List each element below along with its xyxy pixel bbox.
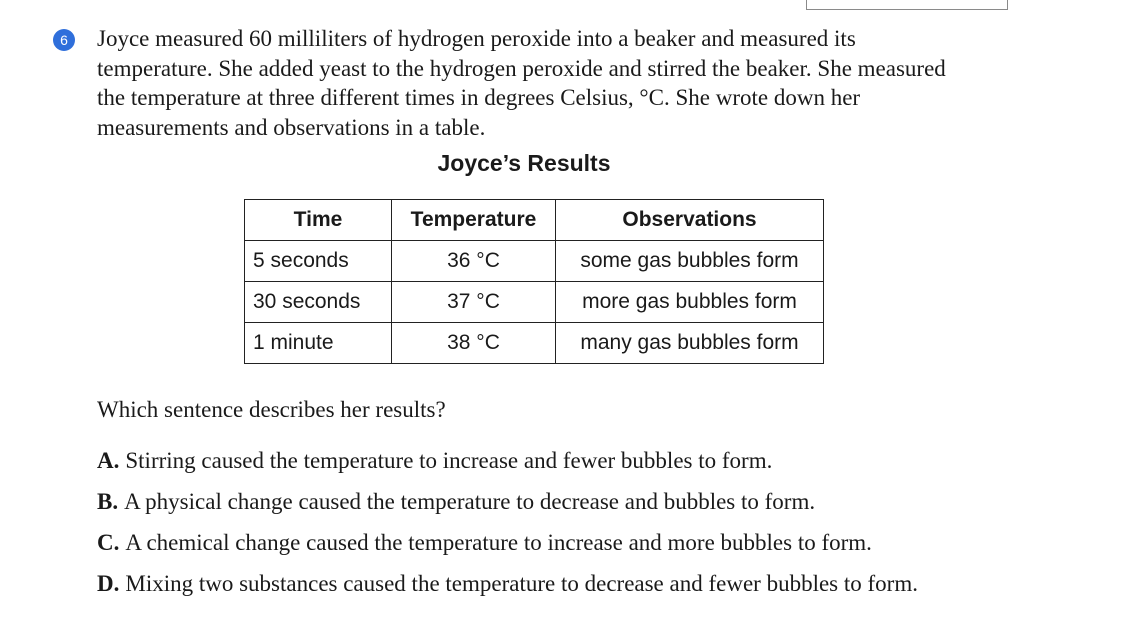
table-row — [245, 323, 824, 364]
question-number-badge: 6 — [53, 29, 75, 51]
top-tab-button[interactable] — [806, 0, 1008, 10]
header-temperature: Temperature — [392, 200, 556, 241]
header-observations: Observations — [556, 200, 824, 241]
table-title: Joyce’s Results — [437, 150, 611, 176]
cell-time: 5 seconds — [245, 241, 392, 282]
cell-observation: more gas bubbles form — [556, 282, 824, 323]
question-stem: Joyce measured 60 milliliters of hydrogen peroxide into a beaker and measured its temperature. She added yeast to the hydrogen peroxide and stirred the beaker. She measured the temperature at three different times in degrees Celsius, °C. She wrote down her measurements and observations in a table. — [97, 26, 946, 140]
cell-temperature: 38 °C — [392, 323, 556, 364]
cell-observation: some gas bubbles form — [556, 241, 824, 282]
table-row — [245, 241, 824, 282]
cell-observation: many gas bubbles form — [556, 323, 824, 364]
results-table — [244, 199, 824, 364]
choice-text: Stirring caused the temperature to increase and fewer bubbles to form. — [125, 448, 773, 473]
cell-temperature: 37 °C — [392, 282, 556, 323]
answer-choices — [97, 446, 918, 610]
table-header-row — [245, 200, 824, 241]
choice-letter: A. — [97, 448, 120, 473]
cell-temperature: 36 °C — [392, 241, 556, 282]
choice-text: A chemical change caused the temperature to increase and more bubbles to form. — [125, 530, 872, 555]
choice-letter: C. — [97, 530, 120, 555]
question-prompt: Which sentence describes her results? — [97, 397, 446, 422]
cell-time: 1 minute — [245, 323, 392, 364]
answer-choice-d[interactable] — [97, 569, 918, 610]
choice-text: Mixing two substances caused the temperature to decrease and fewer bubbles to form. — [125, 571, 918, 596]
header-time: Time — [245, 200, 392, 241]
cell-time: 30 seconds — [245, 282, 392, 323]
choice-letter: B. — [97, 489, 119, 514]
choice-text: A physical change caused the temperature to decrease and bubbles to form. — [124, 489, 816, 514]
answer-choice-b[interactable] — [97, 487, 918, 528]
answer-choice-a[interactable] — [97, 446, 918, 487]
answer-choice-c[interactable] — [97, 528, 918, 569]
table-row — [245, 282, 824, 323]
choice-letter: D. — [97, 571, 120, 596]
